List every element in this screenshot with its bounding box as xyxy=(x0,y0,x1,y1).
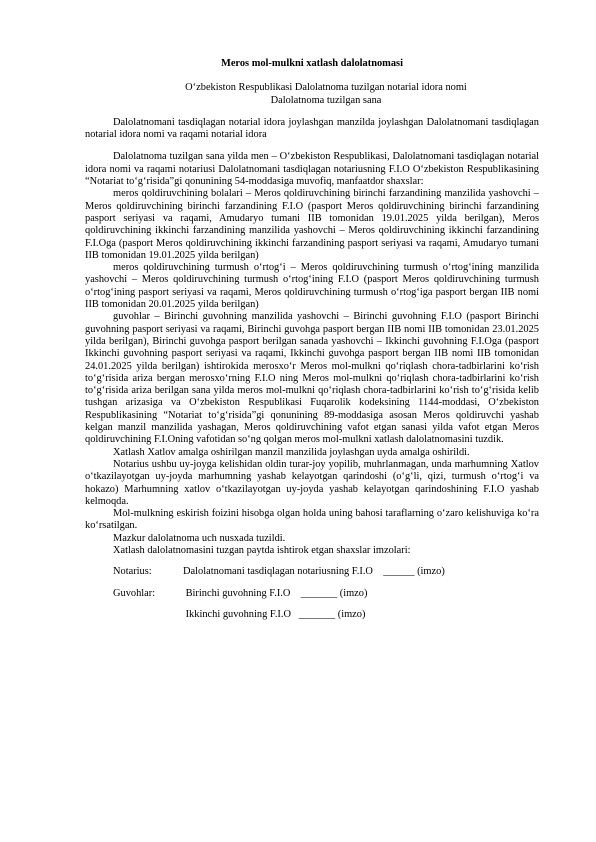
paragraph-copies: Mazkur dalolatnoma uch nusxada tuzildi. xyxy=(113,532,286,544)
witness1-signature-line: Birinchi guvohning F.I.O _______ (imzo) xyxy=(183,587,368,599)
witness-signature-row-2 xyxy=(113,609,539,621)
paragraph-residence: Notarius ushbu uy-joyga kelishidan oldin turar-joy yopilib, muhrlanmagan, unda marhumning Xatlov o‘tkazilayotgan uy-joyda marhumning yashab kelayotgan qarindoshi (o‘g‘li, qizi, turmush o‘rtog‘i va hokazo) Marhumning xatlov o‘tkazilayotgan uy-joyda yashab kelayotgan qarindoshining F.I.O yashab kelmoqda. xyxy=(85,458,539,507)
notary-role-label: Notarius: xyxy=(113,566,152,578)
witness2-signature-line: Ikkinchi guvohning F.I.O _______ (imzo) xyxy=(183,608,366,620)
notary-office-name: O‘zbekiston Respublikasi Dalolatnoma tuzilgan notarial idora nomi xyxy=(185,82,467,94)
notary-signature-row xyxy=(113,566,539,578)
paragraph-location: Xatlash Xatlov amalga oshirilgan manzil manzilida joylashgan uyda amalga oshirildi. xyxy=(113,446,470,458)
document-date: Dalolatnoma tuzilgan sana xyxy=(270,94,382,106)
paragraph-notary-statement: Dalolatnoma tuzilgan sana yilda men – O‘zbekiston Respublikasi, Dalolatnomani tasdiqlagan notarial idora nomi va raqami notariusi Dalolatnomani tasdiqlagan notariusning F.I.O O‘zbekiston Respublikasining “Notariat to‘g‘risida”gi qonunining 54-moddasiga muvofiq, manfaatdor shaxslar: xyxy=(85,151,539,188)
notary-office-address: Dalolatnomani tasdiqlagan notarial idora joylashgan manzilda joylashgan Dalolatnomani tasdiqlagan notarial idora nomi va raqami notarial idora xyxy=(85,116,539,141)
paragraph-valuation: Mol-mulkning eskirish foizini hisobga olgan holda uning bahosi taraflarning o‘zaro kelishuviga ko‘ra ko‘rsatilgan. xyxy=(85,508,539,532)
witness-role-label: Guvohlar: xyxy=(113,587,156,599)
document-title: Meros mol-mulkni xatlash dalolatnomasi xyxy=(221,58,403,69)
paragraph-signatures-intro: Xatlash dalolatnomasini tuzgan paytda ishtirok etgan shaxslar imzolari: xyxy=(113,544,411,556)
notary-signature-line: Dalolatnomani tasdiqlagan notariusning F.I.O ______ (imzo) xyxy=(183,566,445,578)
paragraph-children: meros qoldiruvchining bolalari – Meros qoldiruvchining birinchi farzandining manzilida yashovchi – Meros qoldiruvchining birinchi farzandining F.I.O (pasport Meros qoldiruvchining birinchi farzandining pasport seriyasi va raqami, Amudaryo tumani IIB tomonidan 19.01.2025 yilda berilgan), Meros qoldiruvchining ikkinchi farzandining manzilida yashovchi – Meros qoldiruvchining ikkinchi farzandining F.I.Oga (pasport Meros qoldiruvchining ikkinchi farzandining pasport seriyasi va raqami, Amudaryo tumani IIB tomonidan 19.01.2025 yilda berilgan) xyxy=(85,188,539,261)
paragraph-spouse: meros qoldiruvchining turmush o‘rtog‘i – Meros qoldiruvchining turmush o‘rtog‘ining manzilida yashovchi – Meros qoldiruvchining turmush o‘rtog‘ining F.I.O (pasport Meros qoldiruvchining turmush o‘rtog‘ining pasport seriyasi va raqami, Meros qoldiruvchining turmush o‘rtog‘iga pasport bergan IIB nomi IIB tomonidan 20.01.2025 yilda berilgan) xyxy=(85,262,539,311)
paragraph-witnesses: guvohlar – Birinchi guvohning manzilida yashovchi – Birinchi guvohning F.I.O (pasport Birinchi guvohning pasport seriyasi va raqami, Birinchi guvohga pasport bergan IIB nomi IIB tomonidan 23.01.2025 yilda berilgan), Birinchi guvohga pasport berilgan sanada yashovchi – Ikkinchi guvohning F.I.Oga (pasport Ikkinchi guvohning pasport seriyasi va raqami, Ikkinchi guvohga pasport bergan IIB nomi IIB tomonidan 24.01.2025 yilda berilgan) ishtirokida merosxo‘r Meros mol-mulkni qo‘riqlash chora-tadbirlarini ko‘rish to‘g‘risida ariza bergan merosxo‘rning F.I.O ning Meros mol-mulkni qo‘riqlash chora-tadbirlarini ko‘rish to‘g‘risida ariza berilgan sana yilda meros mol-mulkni qo‘riqlash chora-tadbirlarini ko‘rish to‘g‘risida kelib tushgan arizasiga va O‘zbekiston Respublikasi Fuqarolik kodeksining 1144-moddasi, O‘zbekiston Respublikasining “Notariat to‘g‘risida”gi qonunining 89-moddasiga asosan Meros qoldiruvchi yashab kelgan manzil manzilida yashagan, Meros qoldiruvchining vafot etgan sanasi yilda vafot etgan Meros qoldiruvchining F.I.Oning vafotidan so‘ng qolgan meros mol-mulkni xatlash dalolatnomasini tuzdik. xyxy=(85,311,539,446)
witness-signature-row-1 xyxy=(113,588,539,600)
